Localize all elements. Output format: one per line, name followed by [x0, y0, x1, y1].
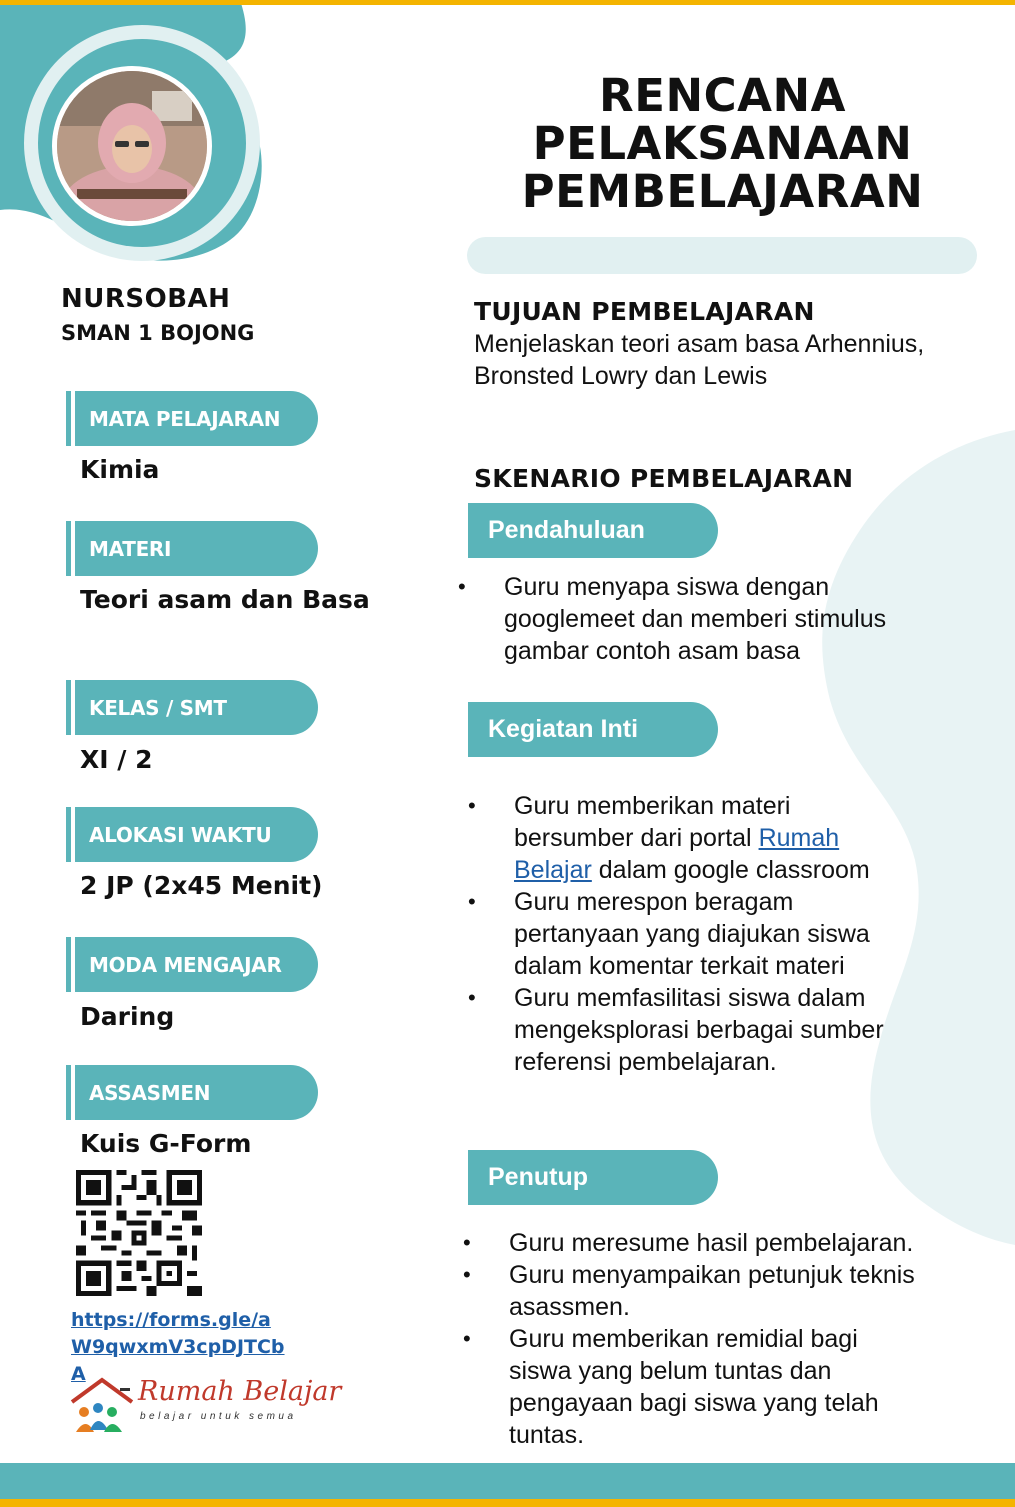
- page-title-line: RENCANA: [599, 69, 846, 122]
- list-item: [514, 886, 884, 982]
- list-item: [514, 790, 884, 886]
- teacher-name: NURSOBAH: [61, 284, 231, 314]
- assessment-form-link[interactable]: https://forms.gle/aW9qwxmV3cpDJTCbA: [71, 1309, 285, 1385]
- list-line: mengeksplorasi berbagai sumber: [514, 1016, 884, 1044]
- penutup-list: [509, 1227, 915, 1451]
- list-line: gambar contoh asam basa: [504, 637, 801, 665]
- logo-tagline: belajar untuk semua: [140, 1411, 297, 1422]
- list-line: [514, 822, 884, 854]
- list-line: • Guru merespon beragam: [514, 888, 794, 916]
- class-semester-label: KELAS / SMT: [66, 680, 318, 735]
- logo-name: Rumah Belajar: [138, 1376, 342, 1407]
- list-item: [504, 571, 886, 667]
- material-value: Teori asam dan Basa: [80, 585, 370, 614]
- page-title: [470, 69, 975, 218]
- objective-text: [474, 328, 924, 392]
- objective-line: Menjelaskan teori asam basa Arhennius,: [474, 330, 925, 358]
- list-line: referensi pembelajaran.: [514, 1048, 777, 1076]
- class-semester-value: XI / 2: [80, 745, 153, 774]
- list-line: googlemeet dan memberi stimulus: [504, 605, 887, 633]
- rumah-belajar-link[interactable]: Rumah: [758, 824, 840, 852]
- teaching-mode-label: MODA MENGAJAR: [66, 937, 318, 992]
- avatar: [52, 66, 212, 226]
- rumah-belajar-link[interactable]: Belajar: [514, 856, 592, 884]
- objective-line: Bronsted Lowry dan Lewis: [474, 362, 768, 390]
- list-line: • Guru menyapa siswa dengan: [504, 573, 830, 601]
- list-item: [509, 1259, 915, 1323]
- list-line: • Guru memberikan materi: [514, 792, 791, 820]
- material-label: MATERI: [66, 521, 318, 576]
- school-name: SMAN 1 BOJONG: [61, 321, 255, 345]
- scenario-heading: SKENARIO PEMBELAJARAN: [474, 464, 854, 493]
- list-line: • Guru memfasilitasi siswa dalam: [514, 984, 866, 1012]
- phase-inti-label: Kegiatan Inti: [464, 702, 718, 757]
- list-line: [514, 854, 884, 886]
- time-allocation-value: 2 JP (2x45 Menit): [80, 871, 323, 900]
- top-accent-stripe: [0, 0, 1015, 5]
- objective-heading: TUJUAN PEMBELAJARAN: [474, 297, 815, 326]
- title-divider-bar: [467, 237, 977, 274]
- list-item: [509, 1323, 915, 1451]
- list-line: • Guru memberikan remidial bagi: [509, 1325, 858, 1353]
- bottom-accent-stripe: [0, 1499, 1015, 1507]
- list-text: bersumber dari portal: [514, 824, 759, 852]
- list-line: dalam komentar terkait materi: [514, 952, 845, 980]
- page-title-line: PELAKSANAAN: [532, 117, 913, 170]
- list-text: dalam google classroom: [591, 856, 870, 884]
- list-item: [514, 982, 884, 1078]
- subject-value: Kimia: [80, 455, 160, 484]
- list-line: pertanyaan yang diajukan siswa: [514, 920, 870, 948]
- inti-list: [514, 790, 884, 1078]
- list-line: • Guru menyampaikan petunjuk teknis: [509, 1261, 915, 1289]
- list-line: tuntas.: [509, 1421, 585, 1449]
- teacher-photo-icon: [57, 71, 207, 221]
- page-title-line: PEMBELAJARAN: [521, 165, 924, 218]
- time-allocation-label: ALOKASI WAKTU: [66, 807, 318, 862]
- qr-code-icon[interactable]: [76, 1170, 202, 1296]
- list-line: pengayaan bagi siswa yang telah: [509, 1389, 879, 1417]
- list-line: siswa yang belum tuntas dan: [509, 1357, 832, 1385]
- assessment-label: ASSASMEN: [66, 1065, 318, 1120]
- pendahuluan-list: [504, 571, 886, 667]
- list-line: asassmen.: [509, 1293, 630, 1321]
- teaching-mode-value: Daring: [80, 1002, 175, 1031]
- list-item: [509, 1227, 915, 1259]
- assessment-value: Kuis G-Form: [80, 1129, 252, 1158]
- phase-pendahuluan-label: Pendahuluan: [464, 503, 718, 558]
- phase-penutup-label: Penutup: [464, 1150, 718, 1205]
- list-line: • Guru meresume hasil pembelajaran.: [509, 1229, 914, 1257]
- subject-label: MATA PELAJARAN: [66, 391, 318, 446]
